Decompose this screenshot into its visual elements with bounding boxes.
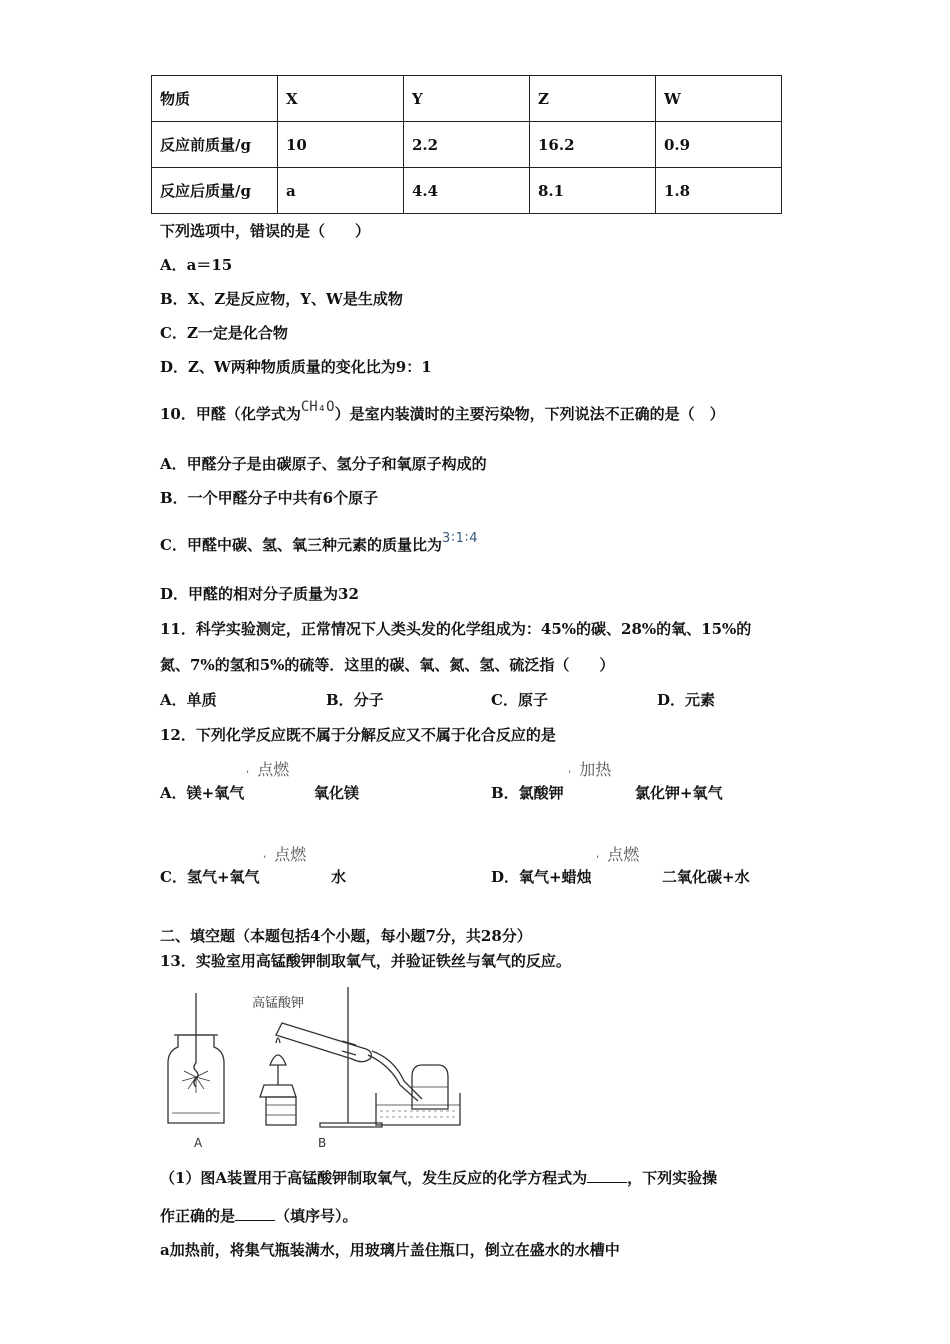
q13-stem: 13．实验室用高锰酸钾制取氧气，并验证铁丝与氧气的反应。 (160, 952, 571, 970)
q12-d-condition: , 点燃 (596, 845, 640, 864)
wooden-block (266, 1097, 296, 1125)
table-cell: 反应后质量/g (152, 168, 278, 214)
q13-part1-text: ，下列实验操 (627, 1169, 718, 1187)
alcohol-lamp-top (260, 1085, 296, 1097)
q10-option-c (160, 531, 479, 557)
q12-option-b: B．氯酸钾 (491, 784, 564, 802)
q12-option-d: D．氧气+蜡烛 (491, 868, 592, 886)
q10-option-c-text: C．甲醛中碳、氢、氧三种元素的质量比为 (160, 536, 442, 554)
q12-a-condition: , 点燃 (246, 760, 290, 779)
table-header-cell: X (278, 76, 404, 122)
q9-option-b: B．X、Z是反应物，Y、W是生成物 (160, 290, 403, 308)
q11-line2: 氮、7%的氢和5%的硫等．这里的碳、氧、氮、氢、硫泛指（ ） (160, 656, 615, 674)
table-header-cell: Z (530, 76, 656, 122)
q9-option-c: C．Z一定是化合物 (160, 324, 288, 342)
q13-part1-line2 (160, 1206, 358, 1226)
q11-option-d: D．元素 (657, 691, 716, 709)
q13-part1-text: （1）图A装置用于高锰酸钾制取氧气，发生反应的化学方程式为 (160, 1169, 588, 1187)
apparatus-figure (160, 985, 470, 1155)
table-cell: 10 (278, 122, 404, 168)
table-header-cell: 物质 (152, 76, 278, 122)
q12-c-condition: , 点燃 (263, 845, 307, 864)
table-cell: 0.9 (656, 122, 782, 168)
table-cell: 1.8 (656, 168, 782, 214)
q12-option-c: C．氢气+氧气 (160, 868, 260, 886)
q10-stem-before: 10．甲醛（化学式为 (160, 405, 301, 423)
q12-c-product: 水 (331, 868, 347, 886)
q12-stem: 12．下列化学反应既不属于分解反应又不属于化合反应的是 (160, 726, 556, 744)
q9-stem: 下列选项中，错误的是（ ） (160, 222, 371, 240)
table-cell: 16.2 (530, 122, 656, 168)
answer-blank[interactable] (587, 1168, 627, 1183)
table-header-cell: W (656, 76, 782, 122)
test-tube (276, 1023, 371, 1062)
flame (270, 1055, 286, 1065)
table-cell: 8.1 (530, 168, 656, 214)
q10-option-a: A．甲醛分子是由碳原子、氢分子和氧原子构成的 (160, 455, 487, 473)
table-cell: 2.2 (404, 122, 530, 168)
q12-option-a: A．镁+氧气 (160, 784, 245, 802)
q11-line1: 11．科学实验测定，正常情况下人类头发的化学组成为：45%的碳、28%的氧、15%的 (160, 620, 752, 638)
q12-d-product: 二氧化碳+水 (662, 868, 750, 886)
table-cell: a (278, 168, 404, 214)
q11-option-b: B．分子 (326, 691, 384, 709)
q12-a-product: 氧化镁 (314, 784, 360, 802)
mass-table (151, 75, 782, 214)
q13-part1-text: （填序号）。 (275, 1207, 358, 1225)
table-header-cell: Y (404, 76, 530, 122)
q10-option-d: D．甲醛的相对分子质量为32 (160, 585, 359, 603)
q11-option-c: C．原子 (491, 691, 548, 709)
q13-part1-text: 作正确的是 (160, 1207, 236, 1225)
q9-option-d: D．Z、W两种物质质量的变化比为9：1 (160, 358, 432, 376)
reagent-label: 高锰酸钾 (252, 996, 305, 1011)
mass-ratio: 3∶1∶4 (441, 531, 479, 546)
q9-option-a: A．a＝15 (160, 256, 233, 274)
q10-stem (160, 399, 725, 425)
q12-b-condition: , 加热 (568, 760, 612, 779)
q13-item-a: a加热前，将集气瓶装满水，用玻璃片盖住瓶口，倒立在盛水的水槽中 (160, 1241, 620, 1259)
sparks (182, 1071, 210, 1093)
answer-blank[interactable] (235, 1206, 275, 1221)
formula-ch4o: CH₄O (300, 399, 335, 415)
q13-part1-line1 (160, 1168, 717, 1188)
q10-option-b: B．一个甲醛分子中共有6个原子 (160, 489, 379, 507)
table-row (152, 168, 782, 214)
table-row (152, 122, 782, 168)
table-header-row (152, 76, 782, 122)
stand-base (320, 1123, 382, 1127)
table-cell: 反应前质量/g (152, 122, 278, 168)
q12-b-product: 氯化钾+氧气 (635, 784, 723, 802)
figure-label-a: A (194, 1136, 203, 1150)
q11-option-a: A．单质 (160, 691, 217, 709)
q10-stem-after: ）是室内装潢时的主要污染物，下列说法不正确的是（ ） (334, 405, 725, 423)
section-heading: 二、填空题（本题包括4个小题，每小题7分，共28分） (160, 927, 532, 945)
figure-label-b: B (318, 1136, 327, 1150)
table-cell: 4.4 (404, 168, 530, 214)
